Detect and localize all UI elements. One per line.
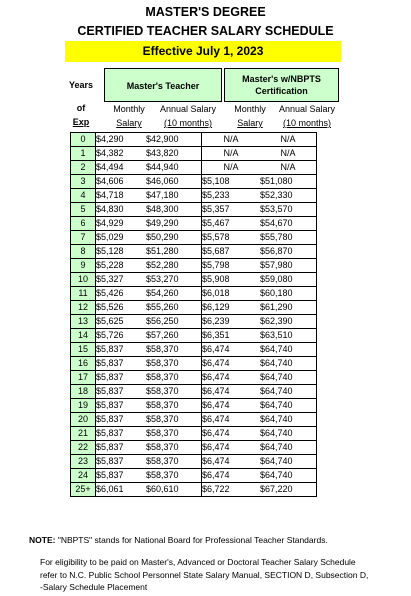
masters-nbpts-header: Master's w/NBPTS Certification [224,68,339,102]
mt-monthly-cell: $5,837 [96,399,147,413]
table-row [71,455,317,469]
table-row [71,483,317,497]
mt-annual-cell: $47,180 [146,189,202,203]
nb-annual-cell: $53,570 [260,203,317,217]
nb-monthly-cell: $5,578 [202,231,261,245]
nb-monthly-cell: $6,239 [202,315,261,329]
table-row [71,315,317,329]
years-cell: 23 [71,455,96,469]
eligibility-line: refer to N.C. Public School Personnel State Salary Manual, SECTION D, Subsection D, [40,569,369,580]
mt-salary-subheader: Salary [116,118,142,128]
years-cell: 0 [71,133,96,147]
table-row [71,371,317,385]
eligibility-text [40,556,368,594]
nb-monthly-cell: $6,474 [202,385,261,399]
mt-annual-cell: $58,370 [146,413,202,427]
mt-annual-cell: $58,370 [146,343,202,357]
mt-monthly-cell: $5,228 [96,259,147,273]
eligibility-line: For eligibility to be paid on Master's, Advanced or Doctoral Teacher Salary Schedule [40,557,356,567]
nb-annual-cell: $55,780 [260,231,317,245]
table-row [71,217,317,231]
nb-monthly-cell: N/A [202,147,261,161]
mt-annual-cell: $43,820 [146,147,202,161]
mt-annual-cell: $58,370 [146,385,202,399]
years-cell: 12 [71,301,96,315]
mt-annual-cell: $48,300 [146,203,202,217]
nbpts-note [29,535,328,545]
nb-annual-cell: $57,980 [260,259,317,273]
mt-annual-cell: $42,900 [146,133,202,147]
mt-monthly-cell: $5,837 [96,469,147,483]
years-cell: 18 [71,385,96,399]
nb-annual-cell: N/A [260,133,317,147]
years-cell: 4 [71,189,96,203]
nb-annual-cell: $67,220 [260,483,317,497]
table-row [71,231,317,245]
table-row [71,441,317,455]
mt-monthly-header: Monthly [113,104,145,114]
nb-annual-cell: $59,080 [260,273,317,287]
mt-annual-cell: $52,280 [146,259,202,273]
years-cell: 22 [71,441,96,455]
nb-annual-cell: $51,080 [260,175,317,189]
years-cell: 9 [71,259,96,273]
nb-monthly-cell: $6,474 [202,357,261,371]
mt-monthly-cell: $4,382 [96,147,147,161]
mt-monthly-cell: $5,029 [96,231,147,245]
nb-annual-cell: $64,740 [260,399,317,413]
table-row [71,399,317,413]
years-cell: 20 [71,413,96,427]
nb-annual-cell: N/A [260,161,317,175]
masters-teacher-header: Master's Teacher [104,68,222,102]
nb-annual-cell: $64,740 [260,427,317,441]
nb-annual-cell: $63,510 [260,329,317,343]
mt-monthly-cell: $5,837 [96,371,147,385]
nb-annual-cell: $64,740 [260,469,317,483]
nb-annual-cell: $61,290 [260,301,317,315]
table-row [71,273,317,287]
nb-annual-cell: $64,740 [260,371,317,385]
nb-monthly-cell: $5,467 [202,217,261,231]
mt-annual-cell: $51,280 [146,245,202,259]
years-cell: 25+ [71,483,96,497]
mt-annual-cell: $58,370 [146,455,202,469]
mt-annual-cell: $54,260 [146,287,202,301]
mt-annual-cell: $56,250 [146,315,202,329]
note-text: "NBPTS" stands for National Board for Professional Teacher Standards. [55,535,328,545]
nb-annual-cell: $64,740 [260,357,317,371]
years-cell: 8 [71,245,96,259]
nb-annual-cell: $56,870 [260,245,317,259]
mt-monthly-cell: $5,526 [96,301,147,315]
mt-annual-cell: $58,370 [146,441,202,455]
mt-monthly-cell: $4,830 [96,203,147,217]
mt-monthly-cell: $5,837 [96,343,147,357]
table-row [71,427,317,441]
mt-monthly-cell: $5,837 [96,357,147,371]
table-row [71,343,317,357]
nb-monthly-cell: $6,129 [202,301,261,315]
mt-monthly-cell: $5,625 [96,315,147,329]
table-row [71,161,317,175]
years-cell: 21 [71,427,96,441]
mt-annual-cell: $58,370 [146,427,202,441]
years-cell: 24 [71,469,96,483]
nb-monthly-header: Monthly [234,104,266,114]
title-line-2: CERTIFIED TEACHER SALARY SCHEDULE [77,24,334,38]
nb-monthly-cell: $5,108 [202,175,261,189]
years-cell: 6 [71,217,96,231]
years-cell: 11 [71,287,96,301]
years-cell: 14 [71,329,96,343]
nb-monthly-cell: $6,018 [202,287,261,301]
nb-annual-cell: $60,180 [260,287,317,301]
mt-monthly-cell: $4,929 [96,217,147,231]
nb-annual-cell: $52,330 [260,189,317,203]
nb-monthly-cell: $6,351 [202,329,261,343]
title-line-1: MASTER'S DEGREE [145,5,266,19]
exp-header: Exp [72,117,90,127]
mt-monthly-cell: $4,606 [96,175,147,189]
nb-annual-cell: $64,740 [260,413,317,427]
mt-monthly-cell: $5,726 [96,329,147,343]
years-cell: 7 [71,231,96,245]
mt-monthly-cell: $5,837 [96,413,147,427]
nb-monthly-cell: $6,474 [202,343,261,357]
nb-monthly-cell: $6,474 [202,399,261,413]
nb-ten-months-subheader: (10 months) [282,118,332,128]
mt-annual-cell: $44,940 [146,161,202,175]
mt-monthly-cell: $6,061 [96,483,147,497]
salary-table [70,132,317,497]
table-row [71,357,317,371]
mt-ten-months-subheader: (10 months) [163,118,213,128]
nb-monthly-cell: $5,798 [202,259,261,273]
mt-annual-cell: $55,260 [146,301,202,315]
mt-annual-cell: $57,260 [146,329,202,343]
mt-monthly-cell: $5,837 [96,455,147,469]
table-row [71,189,317,203]
mt-annual-cell: $46,060 [146,175,202,189]
years-cell: 13 [71,315,96,329]
years-cell: 15 [71,343,96,357]
nb-annual-cell: $64,740 [260,455,317,469]
table-row [71,287,317,301]
nb-monthly-cell: N/A [202,161,261,175]
mt-monthly-cell: $5,837 [96,427,147,441]
nb-monthly-cell: $5,687 [202,245,261,259]
nb-monthly-cell: $5,233 [202,189,261,203]
nb-monthly-cell: $5,357 [202,203,261,217]
nb-monthly-cell: $5,908 [202,273,261,287]
mt-monthly-cell: $4,718 [96,189,147,203]
table-row [71,203,317,217]
years-cell: 19 [71,399,96,413]
mt-monthly-cell: $5,327 [96,273,147,287]
table-row [71,259,317,273]
of-header: of [76,103,86,113]
years-header: Years [68,80,94,90]
nb-monthly-cell: $6,474 [202,441,261,455]
table-row [71,175,317,189]
table-row [71,245,317,259]
nb-salary-subheader: Salary [237,118,263,128]
nb-monthly-cell: $6,722 [202,483,261,497]
nb-annual-header: Annual Salary [278,104,336,114]
mt-annual-cell: $50,290 [146,231,202,245]
years-cell: 2 [71,161,96,175]
mt-monthly-cell: $5,837 [96,441,147,455]
nb-monthly-cell: $6,474 [202,371,261,385]
nb-monthly-cell: N/A [202,133,261,147]
years-cell: 3 [71,175,96,189]
nb-monthly-cell: $6,474 [202,413,261,427]
nb-monthly-cell: $6,474 [202,427,261,441]
nb-annual-cell: $64,740 [260,441,317,455]
mt-annual-cell: $58,370 [146,371,202,385]
nb-monthly-cell: $6,474 [202,469,261,483]
years-cell: 17 [71,371,96,385]
years-cell: 1 [71,147,96,161]
years-cell: 10 [71,273,96,287]
mt-annual-cell: $58,370 [146,357,202,371]
mt-annual-cell: $53,270 [146,273,202,287]
mt-monthly-cell: $4,290 [96,133,147,147]
nb-annual-cell: $64,740 [260,385,317,399]
nb-annual-cell: $64,740 [260,343,317,357]
table-row [71,329,317,343]
note-label: NOTE: [29,535,56,545]
table-row [71,301,317,315]
nb-annual-cell: $62,390 [260,315,317,329]
years-cell: 16 [71,357,96,371]
mt-annual-header: Annual Salary [159,104,217,114]
mt-monthly-cell: $4,494 [96,161,147,175]
table-row [71,147,317,161]
table-row [71,133,317,147]
mt-monthly-cell: $5,128 [96,245,147,259]
years-cell: 5 [71,203,96,217]
mt-annual-cell: $58,370 [146,469,202,483]
mt-annual-cell: $58,370 [146,399,202,413]
nb-monthly-cell: $6,474 [202,455,261,469]
mt-annual-cell: $49,290 [146,217,202,231]
nb-annual-cell: $54,670 [260,217,317,231]
mt-monthly-cell: $5,837 [96,385,147,399]
mt-monthly-cell: $5,426 [96,287,147,301]
mt-annual-cell: $60,610 [146,483,202,497]
table-row [71,469,317,483]
eligibility-line: -Salary Schedule Placement [40,582,148,592]
nb-annual-cell: N/A [260,147,317,161]
table-row [71,385,317,399]
table-row [71,413,317,427]
effective-date-banner: Effective July 1, 2023 [65,41,341,62]
